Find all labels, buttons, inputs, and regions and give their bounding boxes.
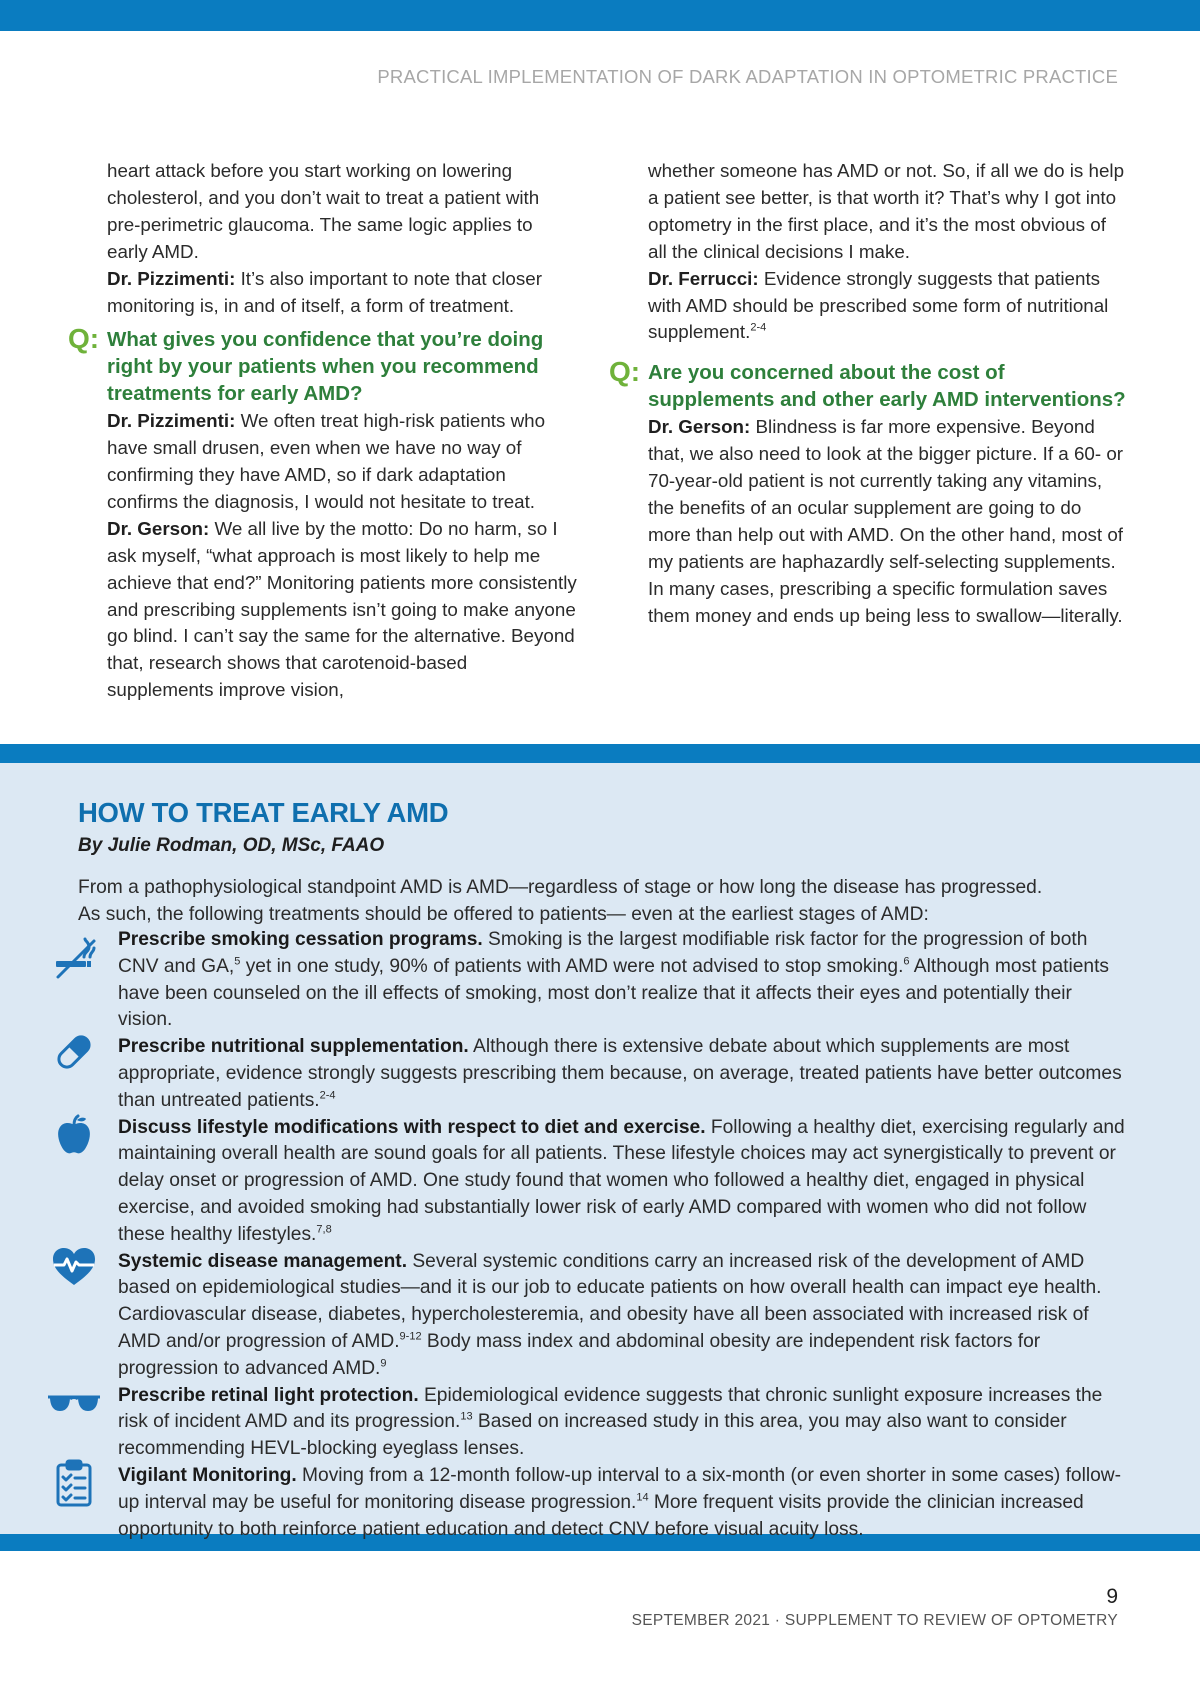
item-text: Moving from a 12-month follow-up interval to a six-month (or even shorter in some cases) follow-up interval may be useful for monitoring disease progression. xyxy=(118,1464,1122,1513)
question-block xyxy=(609,356,1128,414)
running-header: PRACTICAL IMPLEMENTATION OF DARK ADAPTATION IN OPTOMETRIC PRACTICE xyxy=(377,66,1118,87)
sunglasses-icon xyxy=(46,1377,102,1425)
item-text: Smoking is the largest modifiable risk factor for the progression of both CNV and GA, xyxy=(118,929,1088,977)
paragraph xyxy=(648,158,1128,266)
reference-superscript: 2-4 xyxy=(319,1089,336,1102)
no-smoking-icon xyxy=(50,933,98,981)
reference-superscript: 14 xyxy=(636,1491,649,1504)
question-marker: Q: xyxy=(609,356,641,388)
paragraph-text: whether someone has AMD or not. So, if all we do is help a patient see better, is that worth it? That’s why I got into optometry in the first place, and it’s the most obvious of all the clinical decisions I make. xyxy=(648,160,1125,262)
item-text: Body mass index and abdominal obesity are independent risk factors for progression to advanced AMD. xyxy=(118,1330,1041,1379)
speaker-name: Dr. Pizzimenti: xyxy=(107,267,236,289)
speaker-name: Dr. Pizzimenti: xyxy=(107,410,236,432)
clipboard-checklist-icon xyxy=(50,1459,98,1507)
item-text: More frequent visits provide the clinician increased opportunity to both reinforce patient education and detect CNV before visual acuity loss. xyxy=(118,1491,1084,1540)
treatment-item-supplementation xyxy=(0,1034,1128,1114)
reference-superscript: 2-4 xyxy=(750,322,767,335)
speaker-name: Dr. Gerson: xyxy=(107,517,210,539)
capsule-icon xyxy=(50,1028,98,1076)
item-lead: Prescribe nutritional supplementation. xyxy=(118,1036,469,1058)
sidebar-box xyxy=(0,744,1200,1551)
treatment-item-lifestyle xyxy=(0,1115,1128,1249)
apple-icon xyxy=(50,1111,98,1159)
reference-superscript: 9-12 xyxy=(399,1330,422,1343)
treatment-item-smoking xyxy=(0,927,1128,1034)
footer-publication: SEPTEMBER 2021 · SUPPLEMENT TO REVIEW OF OPTOMETRY xyxy=(631,1612,1118,1629)
heart-pulse-icon xyxy=(50,1243,98,1291)
reference-superscript: 13 xyxy=(460,1410,473,1423)
paragraph xyxy=(107,408,577,516)
question-heading: What gives you confidence that you’re doing right by your patients when you recommend treatments for early AMD? xyxy=(107,328,544,406)
question-heading: Are you concerned about the cost of supplements and other early AMD interventions? xyxy=(648,361,1126,412)
page-number: 9 xyxy=(1106,1585,1118,1608)
treatment-item-monitoring xyxy=(0,1463,1128,1543)
sidebar-byline: By Julie Rodman, OD, MSc, FAAO xyxy=(78,835,385,856)
intro-line: From a pathophysiological standpoint AMD is AMD—regardless of stage or how long the disease has progressed. xyxy=(78,877,1043,898)
treatment-list xyxy=(0,927,1200,1543)
paragraph xyxy=(107,158,577,266)
item-text: Although there is extensive debate about which supplements are most appropriate, evidence strongly suggests prescribing them because, on average, treated patients have better outcomes than untreated patients. xyxy=(118,1036,1122,1111)
item-lead: Vigilant Monitoring. xyxy=(118,1464,297,1486)
paragraph xyxy=(107,266,577,320)
treatment-item-light-protection xyxy=(0,1383,1128,1463)
reference-superscript: 9 xyxy=(380,1357,387,1370)
speaker-name: Dr. Ferrucci: xyxy=(648,267,759,289)
item-text: Although most patients have been counseled on the ill effects of smoking, most don’t realize that it affects their eyes and potentially their vision. xyxy=(118,955,1109,1031)
item-text: Based on increased study in this area, you may also want to consider recommending HEVL-blocking eyeglass lenses. xyxy=(118,1411,1067,1460)
sidebar-intro xyxy=(78,875,1128,929)
item-lead: Prescribe smoking cessation programs. xyxy=(118,929,483,950)
item-text: Several systemic conditions carry an increased risk of the development of AMD based on epidemiological studies—and it is our job to educate patients on how overall health can impact eye health. Cardiovascular disease, diabetes, hypercholesteremia, and obesity have all been associated with increased risk of AMD and/or progression of AMD. xyxy=(118,1250,1102,1352)
paragraph xyxy=(648,414,1128,629)
paragraph-text: Evidence strongly suggests that patients with AMD should be prescribed some form of nutritional supplement. xyxy=(648,267,1109,343)
reference-superscript: 6 xyxy=(903,955,910,968)
item-text: Following a healthy diet, exercising regularly and maintaining overall health are sound goals for all patients. These lifestyle choices may act synergistically to prevent or delay onset or progression of AMD. One study found that women who followed a healthy diet, engaged in physical exercise, and avoided smoking had substantially lower risk of early AMD compared with women who did not follow these healthy lifestyles. xyxy=(118,1116,1125,1245)
item-text: Epidemiological evidence suggests that chronic sunlight exposure increases the risk of incident AMD and its progression. xyxy=(118,1384,1103,1433)
item-lead: Systemic disease management. xyxy=(118,1250,408,1272)
paragraph xyxy=(648,266,1128,347)
top-color-bar xyxy=(0,0,1200,31)
speaker-name: Dr. Gerson: xyxy=(648,416,751,438)
question-marker: Q: xyxy=(68,323,100,355)
reference-superscript: 5 xyxy=(234,955,241,968)
item-text: yet in one study, 90% of patients with AMD were not advised to stop smoking. xyxy=(240,955,904,977)
paragraph-text: heart attack before you start working on lowering cholesterol, and you don’t wait to treat a patient with pre-perimetric glaucoma. The same logic applies to early AMD. xyxy=(107,160,540,262)
treatment-item-systemic xyxy=(0,1249,1128,1383)
item-lead: Discuss lifestyle modifications with respect to diet and exercise. xyxy=(118,1116,706,1138)
intro-line: As such, the following treatments should be offered to patients— even at the earliest stages of AMD: xyxy=(78,903,929,925)
paragraph-text: Blindness is far more expensive. Beyond that, we also need to look at the bigger picture. If a 60- or 70-year-old patient is not currently taking any vitamins, the benefits of an ocular supplement are going to do more than help out with AMD. On the other hand, most of my patients are haphazardly self-selecting supplements. In many cases, prescribing a specific formulation saves them money and ends up being less to swallow—literally. xyxy=(648,416,1124,626)
paragraph-text: It’s also important to note that closer monitoring is, in and of itself, a form of treatment. xyxy=(107,267,542,316)
left-column xyxy=(68,158,577,704)
right-column xyxy=(609,158,1128,629)
question-block xyxy=(68,323,577,408)
sidebar-title: HOW TO TREAT EARLY AMD xyxy=(78,797,449,828)
paragraph-text: We often treat high-risk patients who have small drusen, even when we have no way of confirming they have AMD, so if dark adaptation confirms the diagnosis, I would not hesitate to treat. xyxy=(107,410,546,512)
paragraph-text: We all live by the motto: Do no harm, so I ask myself, “what approach is most likely to help me achieve that end?” Monitoring patients more consistently and prescribing supplements isn’t going to make anyone go blind. I can’t say the same for the alternative. Beyond that, research shows that carotenoid-based supplements improve vision, xyxy=(107,517,577,701)
item-lead: Prescribe retinal light protection. xyxy=(118,1384,419,1406)
reference-superscript: 7,8 xyxy=(316,1223,332,1236)
paragraph xyxy=(107,516,577,704)
